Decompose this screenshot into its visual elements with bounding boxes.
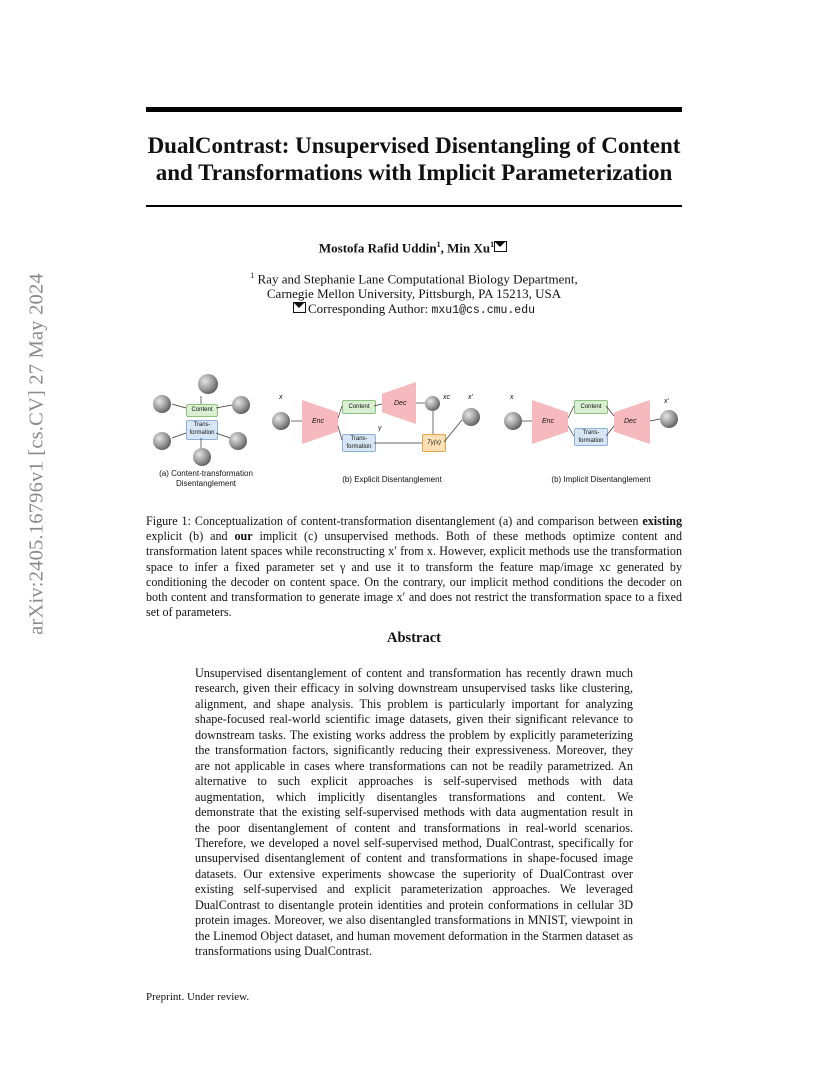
trans-label: Trans- [193,422,211,428]
encoder-label: Enc [542,418,555,425]
abstract-heading: Abstract [387,630,441,646]
affiliation-block [146,268,682,318]
caption-bold: our [234,529,253,544]
protein-image [193,448,211,466]
transformation-box [186,420,218,440]
protein-image [153,395,171,413]
arxiv-identifier-text: arXiv:2405.16796v1 [cs.CV] 27 May 2024 [25,273,48,635]
feature-map-image [425,396,440,411]
abstract-text: Unsupervised disentanglement of content and transformation has recently drawn much research, given their efficacy in solving downstream unsupervised tasks like clustering, alignment, and shape analysis. This problem is particularly important for analyzing shape-focused real-world scientific image datasets, given their significant relevance to downstream tasks. The existing works address the problem by explicitly parameterizing the transformation factors, significantly reducing their expressiveness. Moreover, they are not applicable in cases where transformations can not be readily parametrized. An alternative to such explicit approaches is self-supervised methods with data augmentation, which implicitly disentangles transformations and content. We demonstrate that the existing self-supervised methods with data augmentation result in the poor disentanglement of content and transformations in real-world scenarios. Therefore, we developed a novel self-supervised method, DualContrast, specifically for unsupervised disentanglement of content and transformations in shape-focused image datasets. Our extensive experiments showcase the superiority of DualContrast over existing self-supervised and explicit parameterization approaches. We leveraged DualContrast to disentangle protein identities and protein conformations in cellular 3D protein images. Moreover, we also disentangled transformations in MNIST, viewpoint in the Linemod Object dataset, and human movement deformation in the Starmen dataset as transformations using DualContrast. [195,666,633,959]
trans-label: Trans- [350,436,368,442]
input-image [504,412,522,430]
envelope-icon [293,302,306,313]
author-list [146,240,682,256]
protein-image [229,432,247,450]
footer-note: Preprint. Under review. [146,991,250,1003]
output-image [660,410,678,428]
xc-label: xc [443,394,450,401]
protein-image [153,432,171,450]
affiliation-marker: 1 [250,271,255,280]
transformation-box [342,434,376,452]
corresponding-label: Corresponding Author: [307,301,429,317]
author-name: Mostofa Rafid Uddin [318,240,437,256]
caption-line: Disentanglement [175,479,237,488]
output-xprime-label: x' [664,398,669,405]
caption-bold: existing [642,514,682,528]
caption-text: explicit (b) and [146,529,235,544]
email-link[interactable]: mxu1@cs.cmu.edu [431,304,536,318]
affiliation-line: Carnegie Mellon University, Pittsburgh, PA 15213, USA [266,286,562,302]
transformation-box [574,428,608,446]
affiliation-line [146,268,682,286]
figure-1 [146,378,686,498]
affiliation-marker: 1 [490,240,495,249]
author-name: Min Xu [447,240,491,256]
content-box: Content [342,400,376,414]
panel-b-caption: (b) Explicit Disentanglement [342,475,442,484]
panel-a-caption [156,469,256,489]
trans-label: formation [346,444,372,450]
protein-image [232,396,250,414]
trans-label: formation [578,438,604,444]
paper-title: DualContrast: Unsupervised Disentangling of Content and Transformations with Implicit Parameterization [147,133,681,185]
caption-line: (a) Content-transformation [159,469,253,478]
arxiv-identifier [22,258,52,650]
trans-label: Trans- [582,430,600,436]
transform-function-box: Tγ(x) [422,434,446,452]
encoder-label: Enc [312,418,325,425]
output-image [462,408,480,426]
input-x-label: x [279,394,283,401]
content-box: Content [574,400,608,414]
corresponding-author [146,301,682,318]
envelope-icon [494,241,507,252]
content-box: Content [186,404,218,417]
author-separator: , [440,240,448,256]
title-rule-top [146,107,682,112]
trans-label: formation [189,430,215,436]
panel-c-caption: (b) Implicit Disentanglement [551,475,651,484]
input-x-label: x [510,394,514,401]
affiliation-dept: Ray and Stephanie Lane Computational Biology Department, [257,271,578,287]
protein-image [198,374,218,394]
decoder-label: Dec [394,400,407,407]
figure-caption [146,514,682,620]
affiliation-marker: 1 [436,240,441,249]
title-rule-bottom [146,205,682,207]
caption-text: Figure 1: Conceptualization of content-transformation disentanglement (a) and comparison between [146,514,643,528]
output-xprime-label: x' [468,394,473,401]
gamma-label: γ [378,425,382,432]
caption-text: implicit (c) unsupervised methods. Both of these methods optimize content and transformation latent spaces while reconstructing x′ from x. However, explicit methods use the transformation space to infer a fixed parameter set γ and use it to transform the feature map/image xc generated by conditioning the decoder on content space. On the contrary, our implicit method conditions the decoder on both content and transformation to generate image x′ and does not restrict the transformation space to a fixed set of parameters. [146,529,682,620]
decoder-label: Dec [624,418,637,425]
input-image [272,412,290,430]
